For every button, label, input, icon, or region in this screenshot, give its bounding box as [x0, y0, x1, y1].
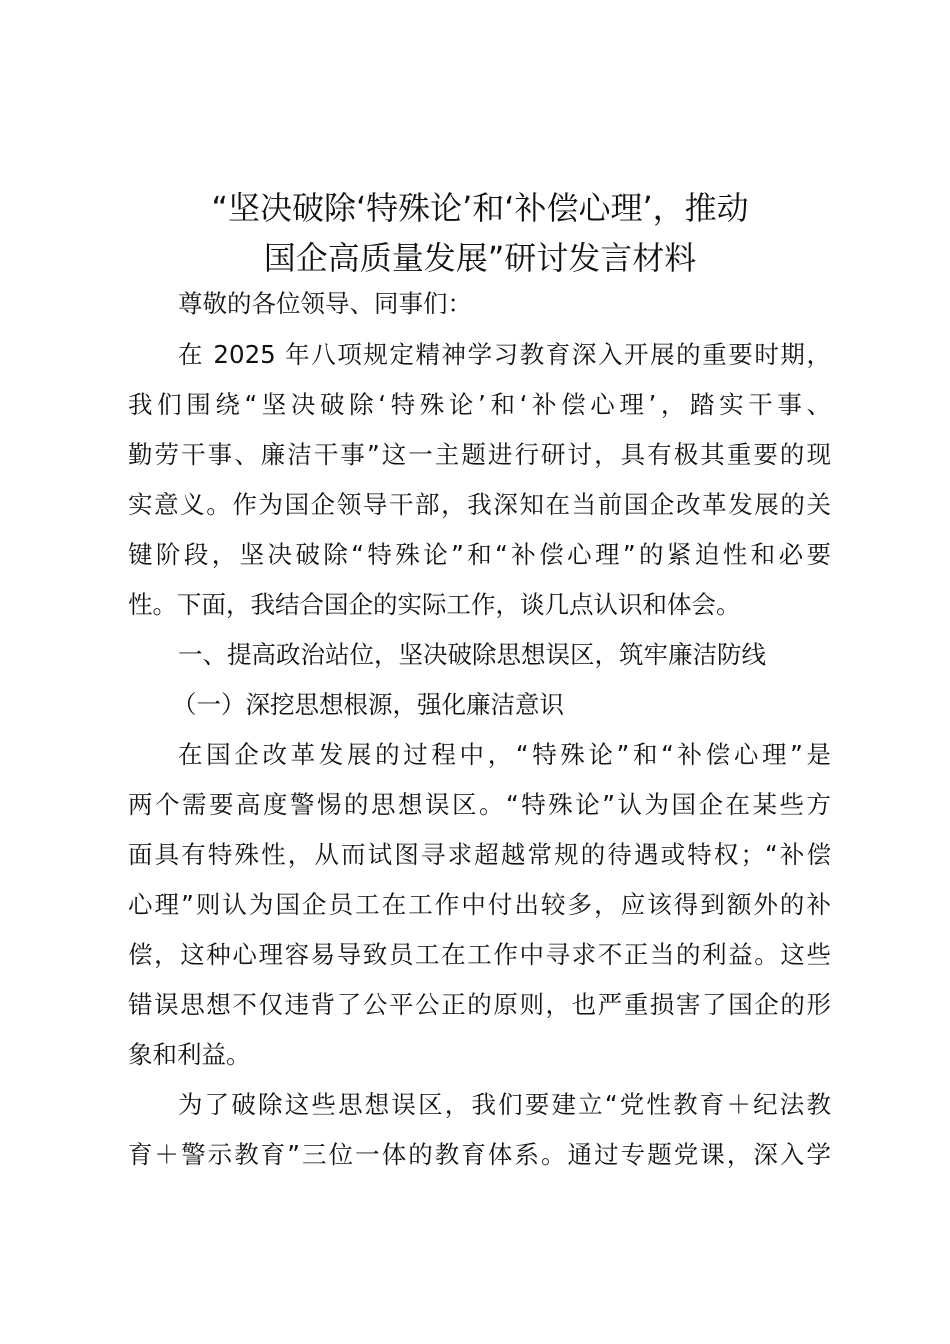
subsection-heading-1-1: （一）深挖思想根源，强化廉洁意识	[172, 690, 564, 719]
paragraph-line: 育＋警示教育”三位一体的教育体系。通过专题党课，深入学	[128, 1140, 831, 1169]
paragraph-line: 我们围绕“坚决破除‘特殊论’和‘补偿心理’，踏实干事、	[128, 390, 831, 419]
section-heading-1: 一、提高政治站位，坚决破除思想误区，筑牢廉洁防线	[178, 640, 766, 669]
paragraph-line: 在 2025 年八项规定精神学习教育深入开展的重要时期，	[178, 340, 831, 369]
paragraph-line: 勤劳干事、廉洁干事”这一主题进行研讨，具有极其重要的现	[128, 440, 831, 469]
paragraph-line: 性。下面，我结合国企的实际工作，谈几点认识和体会。	[128, 590, 741, 619]
paragraph-line: 面具有特殊性，从而试图寻求超越常规的待遇或特权；“补偿	[128, 840, 831, 869]
document-title-line-2: 国企高质量发展”研讨发言材料	[263, 239, 697, 277]
paragraph-line: 象和利益。	[128, 1040, 251, 1069]
paragraph-line: 心理”则认为国企员工在工作中付出较多，应该得到额外的补	[128, 890, 831, 919]
paragraph-line: 错误思想不仅违背了公平公正的原则，也严重损害了国企的形	[128, 990, 831, 1019]
paragraph-line: 为了破除这些思想误区，我们要建立“党性教育＋纪法教	[178, 1090, 831, 1119]
paragraph-line: 实意义。作为国企领导干部，我深知在当前国企改革发展的关	[128, 490, 831, 519]
document-title-line-1: “坚决破除‘特殊论’和‘补偿心理’，推动	[211, 189, 749, 227]
paragraph-line: 键阶段，坚决破除“特殊论”和“补偿心理”的紧迫性和必要	[128, 540, 831, 569]
paragraph-line: 在国企改革发展的过程中，“特殊论”和“补偿心理”是	[178, 740, 831, 769]
paragraph-line: 两个需要高度警惕的思想误区。“特殊论”认为国企在某些方	[128, 790, 831, 819]
paragraph-line: 偿，这种心理容易导致员工在工作中寻求不正当的利益。这些	[128, 940, 831, 969]
salutation: 尊敬的各位领导、同事们：	[178, 289, 472, 318]
